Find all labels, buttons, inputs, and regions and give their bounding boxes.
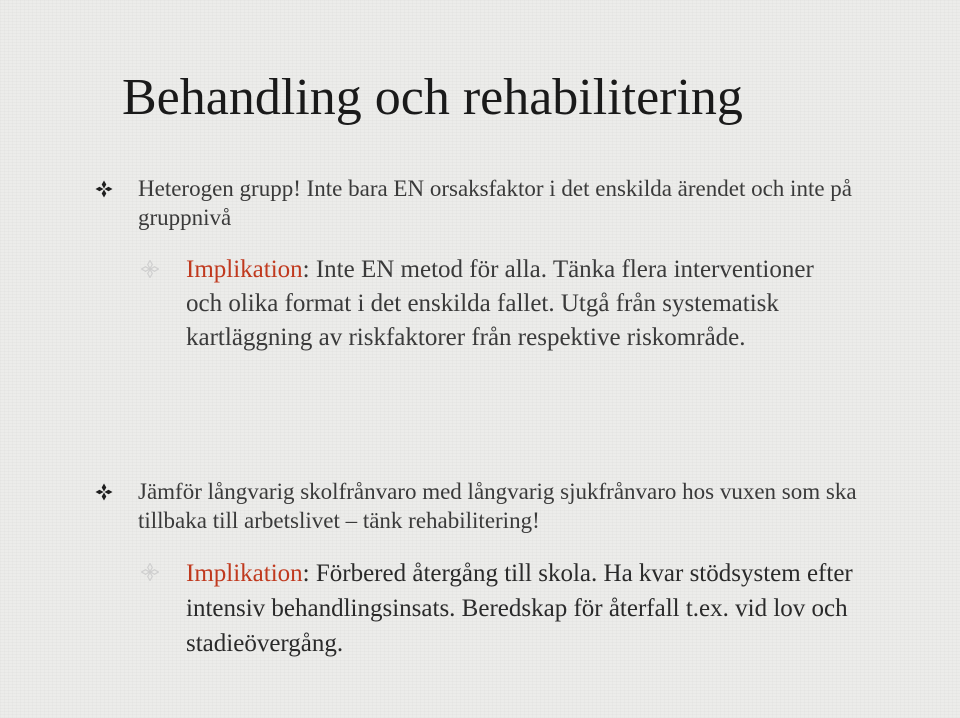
sub-bullet-1 <box>186 253 836 355</box>
four-diamond-bullet-icon <box>95 483 113 501</box>
four-diamond-outline-bullet-icon <box>141 563 159 581</box>
implication-label-2: Implikation <box>186 560 303 587</box>
sub-bullet-2-text: : Förbered återgång till skola. Ha kvar stödsystem efter intensiv behandlingsinsats. Beredskap för återfall t.ex. vid lov och stadieövergång. <box>186 560 853 657</box>
sub-bullet-2 <box>186 556 876 661</box>
slide-title: Behandling och rehabilitering <box>122 69 743 126</box>
bullet-1 <box>138 174 898 232</box>
sub-bullet-1-text: : Inte EN metod för alla. Tänka flera interventioner och olika format i det enskilda fallet. Utgå från systematisk kartläggning av riskfaktorer från respektive riskområde. <box>186 256 814 351</box>
four-diamond-outline-bullet-icon <box>141 260 159 278</box>
bullet-2-text: Jämför långvarig skolfrånvaro med långvarig sjukfrånvaro hos vuxen som ska tillbaka till arbetslivet – tänk rehabilitering! <box>138 479 857 533</box>
bullet-2 <box>138 477 878 535</box>
four-diamond-bullet-icon <box>95 180 113 198</box>
implication-label-1: Implikation <box>186 256 303 283</box>
bullet-1-text: Heterogen grupp! Inte bara EN orsaksfaktor i det enskilda ärendet och inte på gruppnivå <box>138 176 852 230</box>
